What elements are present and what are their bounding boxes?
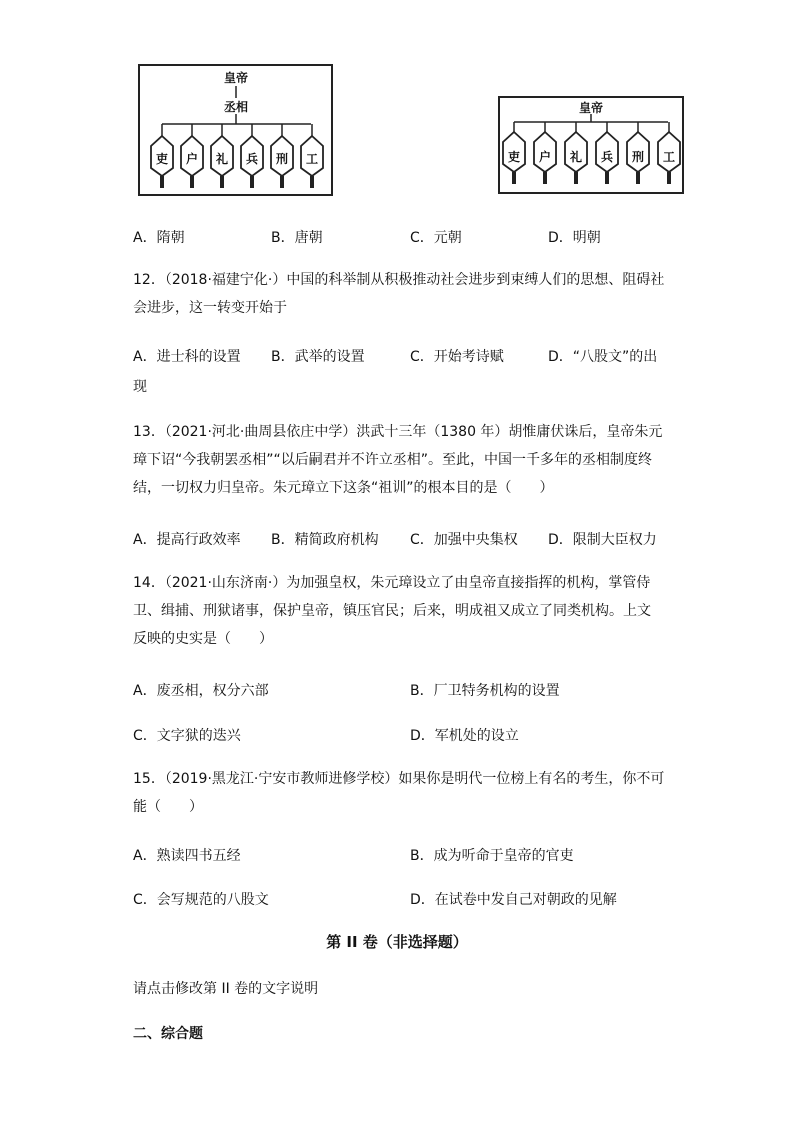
ministry-stem: [667, 172, 671, 184]
question-text-line: 卫、缉捕、刑狱诸事，保护皇帝，镇压官民；后来，明成祖又成立了同类机构。上文: [133, 603, 651, 619]
question-text-line: 璋下诏“今我朝罢丞相”“以后嗣君并不许立丞相”。至此，中国一千多年的丞相制度终: [133, 452, 653, 468]
ministry-label: 工: [662, 150, 675, 164]
ministry-stem: [250, 176, 254, 188]
option-d: D．明朝: [548, 230, 601, 246]
option-d-continuation: 现: [133, 379, 147, 395]
emperor-label: 皇帝: [223, 71, 248, 85]
option-c: C．开始考诗赋: [410, 349, 504, 365]
ministry-label: 礼: [569, 150, 582, 164]
ministry-label: 户: [185, 152, 198, 166]
question-text-line: 反映的史实是（ ）: [133, 631, 273, 647]
ministry-stem: [160, 176, 164, 188]
question-text-line: 结，一切权力归皇帝。朱元璋立下这条“祖训”的根本目的是（ ）: [133, 480, 554, 496]
question-12: [133, 266, 664, 322]
section-note: 请点击修改第 II 卷的文字说明: [133, 981, 319, 997]
ministry-stem: [636, 172, 640, 184]
ministry-stem: [220, 176, 224, 188]
ministry-stem: [512, 172, 516, 184]
ministry-label: 兵: [600, 150, 613, 164]
diagram-without-chancellor: [498, 96, 684, 194]
option-b: B．唐朝: [271, 230, 323, 246]
ministry-label: 吏: [155, 152, 168, 166]
option-d: D．限制大臣权力: [548, 532, 657, 548]
question-text-line: 12．（2018·福建宁化·）中国的科举制从积极推动社会进步到束缚人们的思想、阻碍社: [133, 272, 665, 288]
ministry-stem: [574, 172, 578, 184]
ministry-stem: [605, 172, 609, 184]
option-d: D．在试卷中发自己对朝政的见解: [410, 892, 617, 908]
question-text-line: 15．（2019·黑龙江·宁安市教师进修学校）如果你是明代一位榜上有名的考生，你不可: [133, 771, 665, 787]
option-a: A．隋朝: [133, 230, 185, 246]
section-heading: 二、综合题: [133, 1026, 203, 1042]
chancellor-label: 丞相: [223, 100, 248, 114]
option-b: B．厂卫特务机构的设置: [410, 683, 560, 699]
ministry-label: 工: [305, 152, 318, 166]
option-c: C．会写规范的八股文: [133, 892, 269, 908]
ministry-label: 兵: [245, 152, 258, 166]
option-b: B．精简政府机构: [271, 532, 379, 548]
diagram-with-chancellor: [138, 64, 333, 196]
option-a: A．熟读四书五经: [133, 848, 241, 864]
ministry-label: 户: [538, 150, 551, 164]
option-a: A．废丞相，权分六部: [133, 683, 269, 699]
question-13: [133, 418, 662, 502]
ministry-label: 刑: [275, 152, 288, 166]
option-d: D．军机处的设立: [410, 728, 519, 744]
option-c: C．元朝: [410, 230, 462, 246]
option-c: C．文字狱的迭兴: [133, 728, 241, 744]
question-15: [133, 765, 664, 821]
ministry-stem: [190, 176, 194, 188]
question-14: [133, 569, 651, 653]
option-a: A．进士科的设置: [133, 349, 241, 365]
ministry-stem: [543, 172, 547, 184]
option-c: C．加强中央集权: [410, 532, 518, 548]
section-title: 第 II 卷（非选择题）: [326, 933, 468, 951]
ministry-label: 礼: [215, 152, 228, 166]
option-b: B．成为听命于皇帝的官吏: [410, 848, 574, 864]
ministry-label: 刑: [631, 150, 644, 164]
option-b: B．武举的设置: [271, 349, 365, 365]
ministry-stem: [310, 176, 314, 188]
ministry-label: 吏: [507, 150, 520, 164]
question-text-line: 14．（2021·山东济南·）为加强皇权，朱元璋设立了由皇帝直接指挥的机构，掌管侍: [133, 575, 651, 591]
question-text-line: 会进步，这一转变开始于: [133, 300, 287, 316]
question-text-line: 能（ ）: [133, 799, 203, 815]
question-text-line: 13．（2021·河北·曲周县依庄中学）洪武十三年（1380 年）胡惟庸伏诛后，皇帝朱元: [133, 424, 663, 440]
emperor-label: 皇帝: [578, 101, 603, 115]
option-d: D．“八股文”的出: [548, 349, 658, 365]
option-a: A．提高行政效率: [133, 532, 241, 548]
ministry-stem: [280, 176, 284, 188]
